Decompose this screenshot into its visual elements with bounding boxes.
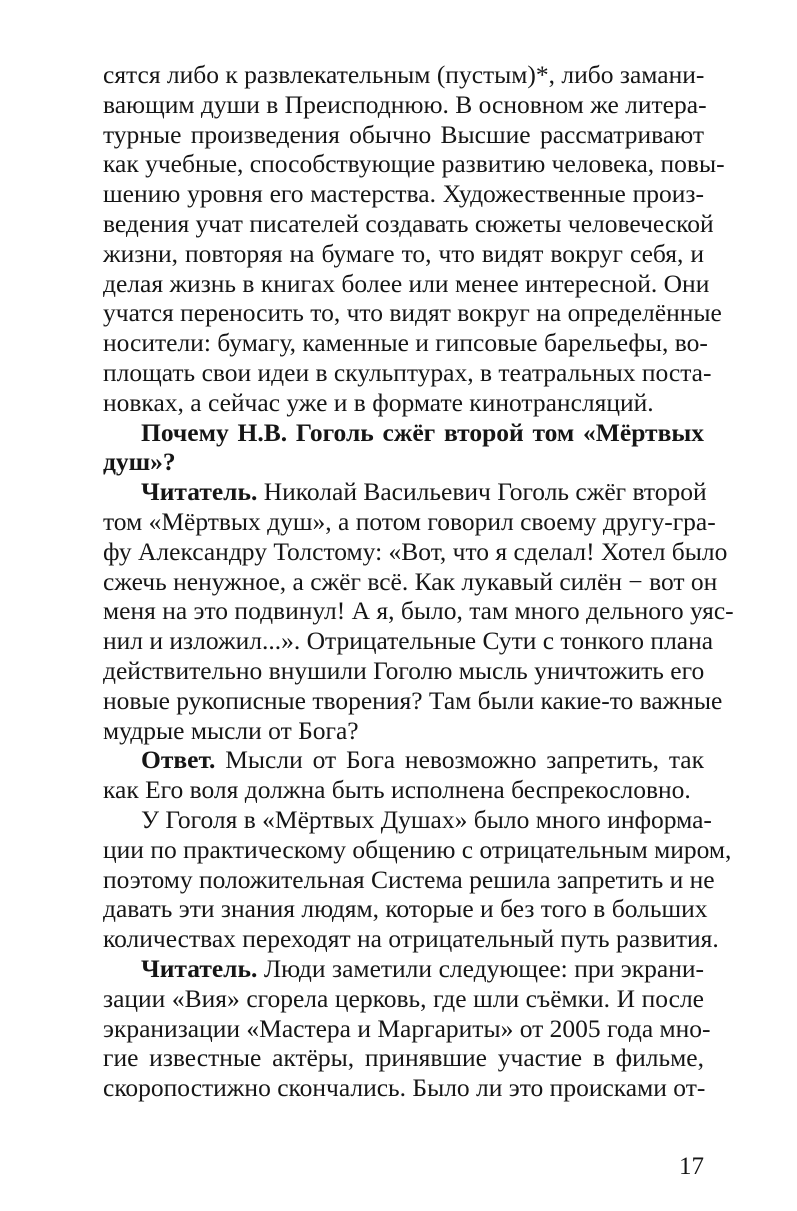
speaker-label: Ответ.: [141, 745, 216, 775]
line-text: мудрые мысли от Бога?: [103, 715, 359, 745]
text-line: [103, 775, 704, 805]
paragraph: [103, 804, 732, 954]
line-text: новые рукописные творения? Там были какие-то важные: [103, 685, 723, 715]
line-text: турные произведения обычно Высшие рассматривают: [103, 119, 704, 149]
line-text: вающим души в Преисподнюю. В основном же литера-: [103, 89, 707, 119]
line-text: действительно внушили Гоголю мысль уничтожить его: [103, 655, 705, 685]
line-text: сятся либо к развлекательным (пустым)*, либо замани-: [103, 60, 705, 89]
line-text: гие известные актёры, принявшие участие в фильме,: [103, 1043, 704, 1073]
line-text: скоропостижно скончались. Было ли это происками от-: [103, 1073, 706, 1103]
text-line: [103, 626, 714, 656]
line-text: площать свои идеи в скульптурах, в театральных поста-: [103, 357, 712, 387]
text-line: [103, 357, 712, 388]
page-number: 17: [679, 1153, 704, 1180]
line-text: учатся переносить то, что видят вокруг на определённые: [103, 298, 722, 328]
text-line: [103, 566, 718, 597]
line-text: шению уровня его мастерства. Художественные произ-: [103, 179, 704, 209]
line-text: как учебные, способствующие развитию человека, повы-: [103, 149, 725, 179]
line-text: делая жизнь в книгах более или менее интересной. Они: [103, 268, 710, 298]
text-line: [103, 506, 716, 537]
text-line: [103, 864, 715, 895]
line-text: фу Александру Толстому: «Вот, что я сделал! Хотел было: [103, 536, 728, 566]
line-text: ведения учат писателей создавать сюжеты человеческой: [103, 208, 714, 238]
section-heading: [103, 418, 704, 478]
text-line: [103, 239, 704, 269]
paragraph: [103, 745, 704, 805]
text-line: [103, 418, 704, 448]
line-text: душ»?: [103, 447, 176, 477]
paragraph: [103, 60, 725, 418]
line-text: экранизации «Мастера и Маргариты» от 2005 года мно-: [103, 1013, 711, 1043]
line-text: новках, а сейчас уже и в формате кинотрансляций.: [103, 387, 654, 417]
text-line: [103, 596, 734, 626]
text-line: [103, 328, 708, 358]
paragraph: [103, 953, 711, 1103]
text-line: [103, 60, 704, 90]
line-text: меня на это подвинул! А я, было, там много дельного уяс-: [103, 596, 734, 626]
line-text: Почему Н.В. Гоголь сжёг второй том «Мёртвых: [141, 417, 704, 447]
line-text: как Его воля должна быть исполнена беспрекословно.: [103, 775, 691, 805]
text-line: [103, 894, 708, 924]
line-text: зации «Вия» сгорела церковь, где шли съёмки. И после: [103, 983, 704, 1013]
line-text: количествах переходят на отрицательный путь развития.: [103, 924, 719, 954]
text-line: [103, 716, 704, 746]
line-text: жизни, повторяя на бумаге то, что видят вокруг себя, и: [103, 238, 704, 268]
line-text: ции по практическому общению с отрицательным миром,: [103, 834, 732, 864]
paragraph: [103, 477, 734, 745]
text-line: [103, 89, 707, 120]
text-line: [103, 834, 732, 865]
text-line: [103, 924, 719, 954]
text-line: [103, 984, 704, 1014]
text-line: [103, 536, 728, 567]
line-text: сжечь ненужное, а сжёг всё. Как лукавый силён − вот он: [103, 566, 718, 596]
text-line: [103, 477, 707, 507]
text-line: [103, 745, 704, 775]
line-text: давать эти знания людям, которые и без того в больших: [103, 894, 708, 924]
text-line: [103, 954, 704, 984]
line-text: нил и изложил...». Отрицательные Сути с тонкого плана: [103, 626, 714, 656]
text-line: [103, 685, 723, 716]
line-text: поэтому положительная Система решила запретить и не: [103, 864, 715, 894]
text-line: [103, 179, 704, 209]
line-text: Люди заметили следующее: при экрани-: [257, 953, 704, 983]
page-body: [103, 60, 734, 1103]
text-line: [103, 656, 704, 686]
line-text: носители: бумагу, каменные и гипсовые барельефы, во-: [103, 328, 708, 358]
line-text: У Гоголя в «Мёртвых Душах» было много информа-: [141, 804, 712, 834]
text-line: [103, 804, 712, 835]
text-line: [103, 388, 704, 418]
text-line: [103, 1013, 711, 1044]
text-line: [103, 298, 722, 328]
text-line: [103, 1043, 704, 1073]
line-text: Николай Васильевич Гоголь сжёг второй: [257, 477, 707, 507]
text-line: [103, 268, 710, 299]
line-text: том «Мёртвых душ», а потом говорил своему другу-гра-: [103, 506, 716, 536]
text-line: [103, 120, 704, 150]
text-line: [103, 447, 704, 477]
text-line: [103, 149, 725, 179]
speaker-label: Читатель.: [141, 953, 258, 983]
text-line: [103, 1073, 704, 1103]
text-line: [103, 208, 714, 239]
line-text: Мысли от Бога невозможно запретить, так: [215, 745, 704, 775]
speaker-label: Читатель.: [141, 477, 258, 507]
